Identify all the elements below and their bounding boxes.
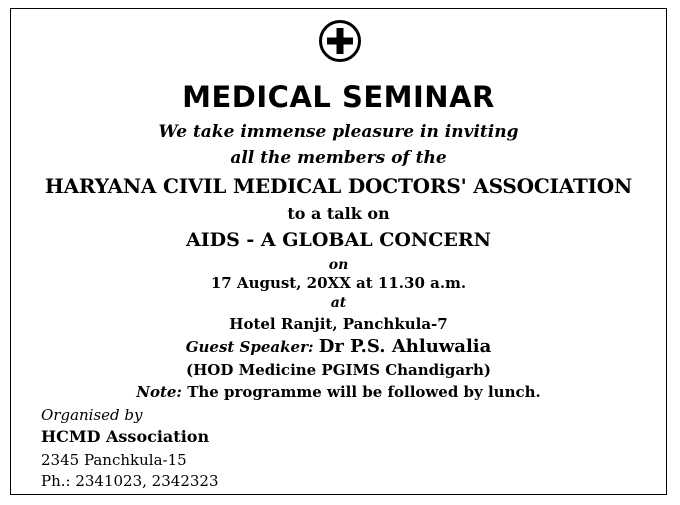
organiser-address: 2345 Panchkula-15 bbox=[41, 451, 187, 469]
invitation-line-2: all the members of the bbox=[230, 148, 447, 168]
invitation-line-1: We take immense pleasure in inviting bbox=[158, 122, 519, 142]
organiser-name: HCMD Association bbox=[41, 427, 210, 446]
speaker-designation: (HOD Medicine PGIMS Chandigarh) bbox=[186, 361, 491, 379]
seminar-title: MEDICAL SEMINAR bbox=[182, 80, 495, 114]
date-time: 17 August, 20XX at 11.30 a.m. bbox=[210, 274, 467, 292]
organiser-phone: Ph.: 2341023, 2342323 bbox=[41, 472, 219, 490]
invitation-card bbox=[10, 8, 667, 495]
at-label: at bbox=[330, 295, 347, 311]
guest-speaker bbox=[11, 335, 666, 359]
medical-cross-icon bbox=[318, 19, 362, 63]
note-label: Note: bbox=[136, 383, 182, 401]
on-label: on bbox=[328, 257, 349, 273]
association-name: HARYANA CIVIL MEDICAL DOCTORS' ASSOCIATION bbox=[44, 174, 633, 198]
note bbox=[11, 381, 666, 403]
guest-speaker-label: Guest Speaker: bbox=[185, 338, 314, 356]
organiser-label: Organised by bbox=[41, 406, 143, 424]
note-text: The programme will be followed by lunch. bbox=[187, 383, 541, 401]
venue: Hotel Ranjit, Panchkula-7 bbox=[229, 315, 448, 333]
talk-intro: to a talk on bbox=[287, 204, 390, 223]
guest-speaker-name: Dr P.S. Ahluwalia bbox=[318, 336, 492, 357]
seminar-topic: AIDS - A GLOBAL CONCERN bbox=[185, 229, 491, 251]
